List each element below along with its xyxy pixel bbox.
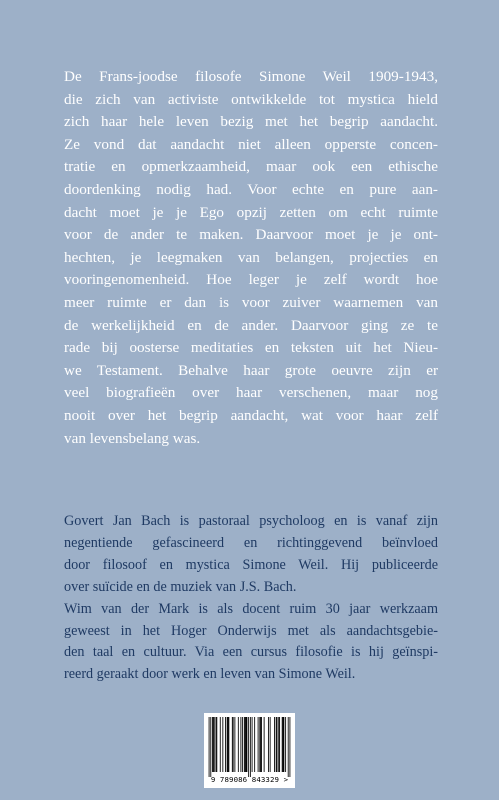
barcode-bar xyxy=(232,717,233,772)
barcode-bar xyxy=(289,717,290,777)
blurb-line: hechten, je leegmaken van belangen, projecties en xyxy=(64,248,438,266)
author-bio-line: door filosoof en mystica Simone Weil. Hij publiceerde xyxy=(64,556,438,573)
barcode-bar xyxy=(242,717,243,772)
barcode-bar xyxy=(270,717,271,772)
blurb-line: de werkelijkheid en de ander. Daarvoor ging ze te xyxy=(64,316,438,334)
barcode-bar xyxy=(282,717,283,772)
barcode-bar xyxy=(209,717,210,777)
barcode-bar xyxy=(278,717,279,772)
barcode-bar xyxy=(222,717,223,772)
blurb-line: nooit over het begrip aandacht, wat voor haar zelf xyxy=(64,406,438,424)
barcode-bar xyxy=(245,717,246,772)
blurb-line: die zich van activiste ontwikkelde tot mystica hield xyxy=(64,90,438,108)
barcode-bar xyxy=(214,717,215,772)
blurb-line: tratie en opmerkzaamheid, maar ook een ethische xyxy=(64,158,438,176)
barcode-bar xyxy=(212,717,213,772)
barcode-bar xyxy=(234,717,235,772)
author-bio-line: geweest in het Hoger Onderwijs met als aandachtsgebie- xyxy=(64,622,438,639)
blurb-line: De Frans-joodse filosofe Simone Weil 1909-1943, xyxy=(64,68,438,85)
barcode-bar xyxy=(277,717,278,772)
barcode-bar xyxy=(248,717,249,777)
barcode-bar xyxy=(276,717,277,772)
barcode-bar xyxy=(283,717,284,772)
blurb-line: zich haar hele leven bezig met het begrip aandacht. xyxy=(64,113,438,131)
blurb-line: van levensbelang was. xyxy=(64,429,201,447)
book-blurb xyxy=(64,66,438,450)
isbn-number: 9 789086 843329 > xyxy=(210,775,289,784)
barcode-bar xyxy=(213,717,214,772)
blurb-line: doordenking nodig had. Voor echte en pure aan- xyxy=(64,180,438,198)
blurb-line: meer ruimte er dan is voor zuiver waarnemen van xyxy=(64,293,438,311)
author-bio-line: reerd geraakt door werk en leven van Simone Weil. xyxy=(64,666,356,683)
blurb-line: rade bij oosterse meditaties en teksten uit het Nieu- xyxy=(64,339,438,357)
barcode-bar xyxy=(258,717,259,772)
barcode-bar xyxy=(227,717,228,772)
blurb-line: Ze vond dat aandacht niet alleen opperste concen- xyxy=(64,135,438,153)
blurb-line: voor de ander te maken. Daarvoor moet je je ont- xyxy=(64,226,438,244)
blurb-line: veel biografieën over haar verschenen, maar nog xyxy=(64,384,438,402)
barcode-bar xyxy=(210,717,211,777)
barcode-bar xyxy=(261,717,262,772)
author-bios xyxy=(64,511,438,686)
barcode-bar xyxy=(228,717,229,772)
barcode-bar xyxy=(264,717,265,772)
blurb-line: vooringenomenheid. Hoe leger je zelf wordt hoe xyxy=(64,271,438,289)
author-bio-line: den taal en cultuur. Via een cursus filosofie is hij geïnspi- xyxy=(64,644,438,661)
barcode-bar xyxy=(268,717,269,772)
barcode-bar xyxy=(254,717,255,772)
author-bio-line: Wim van der Mark is als docent ruim 30 jaar werkzaam xyxy=(64,600,438,617)
author-bio-line: negentiende gefascineerd en richtinggevend beïnvloed xyxy=(64,534,438,551)
barcode-bar xyxy=(285,717,286,772)
barcode-bar xyxy=(225,717,226,772)
barcode-bar xyxy=(274,717,275,772)
barcode-bar xyxy=(279,717,280,772)
barcode-bar xyxy=(288,717,289,777)
barcode-bar xyxy=(220,717,221,772)
author-bio-line: over suïcide en de muziek van J.S. Bach. xyxy=(64,578,297,595)
blurb-line: we Testament. Behalve haar grote oeuvre zijn er xyxy=(64,361,438,379)
barcode-bar xyxy=(246,717,247,772)
barcode-bar xyxy=(252,717,253,772)
author-bio-line: Govert Jan Bach is pastoraal psycholoog en is vanaf zijn xyxy=(64,513,438,529)
barcode-bar xyxy=(244,717,245,772)
barcode-bar xyxy=(283,717,284,772)
barcode-bars xyxy=(204,713,295,777)
barcode-bar xyxy=(216,717,217,772)
blurb-line: dacht moet je je Ego opzij zetten om echt ruimte xyxy=(64,203,438,221)
barcode-bar xyxy=(240,717,241,772)
barcode-bar xyxy=(246,717,247,772)
barcode-bar xyxy=(259,717,260,772)
barcode-bar xyxy=(238,717,239,772)
barcode-bar xyxy=(250,717,251,777)
barcode-bar xyxy=(260,717,261,772)
barcode-bar xyxy=(233,717,234,772)
barcode-bar xyxy=(228,717,229,772)
barcode-bar xyxy=(216,717,217,772)
isbn-barcode xyxy=(204,713,295,788)
